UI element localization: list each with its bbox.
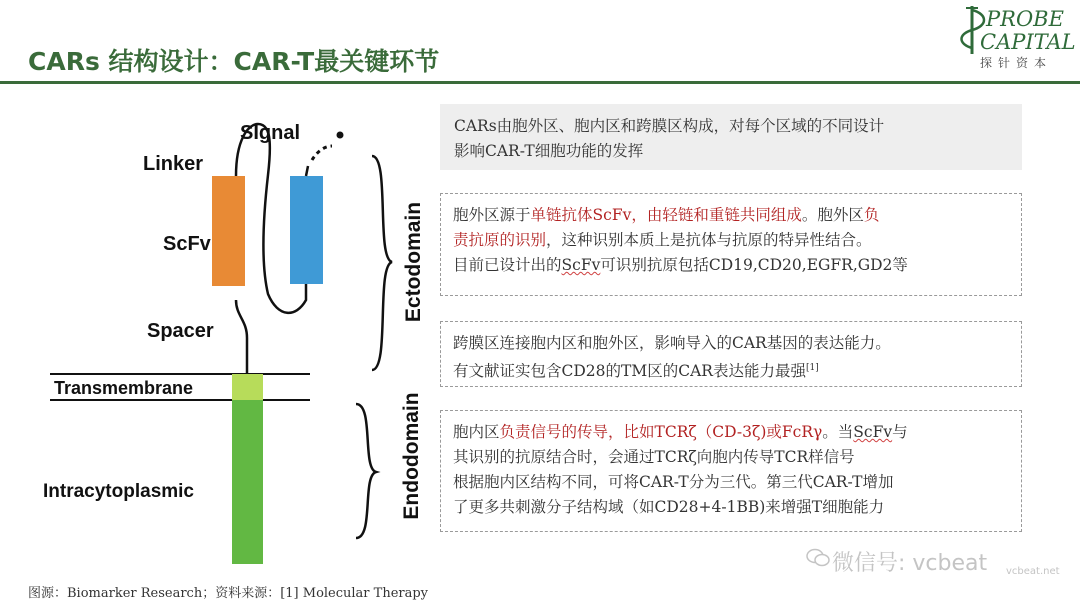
endo-text: 胞内区 <box>453 423 500 441</box>
ecto-spellcheck-word: ScFv <box>561 256 601 274</box>
endo-line-3: 根据胞内区结构不同，可将CAR-T分为三代。第三代CAR-T增加 <box>453 473 894 491</box>
page-title: CARs 结构设计：CAR-T最关键环节 <box>28 47 440 76</box>
tm-text: 有文献证实包含CD28的TM区的CAR表达能力最强 <box>453 362 806 381</box>
ecto-text: 胞外区源于 <box>453 206 531 224</box>
endodomain-brace <box>356 404 376 538</box>
tm-line-1: 跨膜区连接胞内区和胞外区，影响导入的CAR基因的表达能力。 <box>453 334 891 352</box>
logo-subtitle: 探针资本 <box>980 56 1053 70</box>
spacer-label: Spacer <box>147 320 214 342</box>
endo-line-4: 了更多共刺激分子结构域（如CD28+4-1BB)来增强T细胞能力 <box>453 498 885 516</box>
intracellular-domain-rect <box>232 400 263 564</box>
transmembrane-label: Transmembrane <box>54 378 194 398</box>
endo-highlight: 负责信号的传导，比如TCRζ（CD-3ζ)或FcRγ <box>499 423 823 441</box>
ecto-line-3 <box>453 253 1009 278</box>
probe-capital-logo <box>958 2 1076 76</box>
endodomain-label: Endodomain <box>400 392 423 520</box>
ecto-highlight: 单链抗体ScFv，由轻链和重链共同组成 <box>530 206 802 224</box>
ecto-line-2 <box>453 228 1009 253</box>
signal-connector <box>306 166 308 176</box>
ecto-highlight: 负 <box>863 206 880 224</box>
transmembrane-box <box>440 321 1022 387</box>
watermark-url: vcbeat.net <box>1006 566 1060 577</box>
logo-line2: CAPITAL <box>980 30 1076 54</box>
ecto-text: 目前已设计出的 <box>453 256 562 274</box>
ectodomain-brace <box>372 156 392 370</box>
transmembrane-domain-rect <box>232 374 263 400</box>
tm-line-2 <box>453 356 1009 384</box>
watermark-wechat: 微信号: vcbeat <box>832 551 988 576</box>
endo-line-1 <box>453 420 1009 445</box>
citation-superscript: [1] <box>805 363 819 373</box>
ectodomain-box <box>440 193 1022 296</box>
source-footer: 图源：Biomarker Research；资料来源：[1] Molecular Therapy <box>28 586 429 601</box>
intro-line-2: 影响CAR-T细胞功能的发挥 <box>454 142 644 160</box>
endo-line-2: 其识别的抗原结合时，会通过TCRζ向胞内传导TCR样信号 <box>453 448 855 466</box>
endo-spellcheck-word: ScFv <box>853 423 893 441</box>
endodomain-box <box>440 410 1022 532</box>
intracytoplasmic-label: Intracytoplasmic <box>43 481 194 502</box>
signal-peptide-dot <box>337 132 344 139</box>
ecto-highlight: 责抗原的识别 <box>453 231 547 249</box>
signal-label: SIgnal <box>240 122 301 144</box>
title-divider <box>0 81 1080 84</box>
signal-peptide-dashed <box>312 146 332 160</box>
logo-line1: PROBE <box>986 7 1064 31</box>
ecto-text: 。胞外区 <box>801 206 864 224</box>
spacer-hinge-path <box>236 300 247 374</box>
endo-text: 与 <box>892 423 908 441</box>
ectodomain-label: Ectodomain <box>402 201 425 323</box>
endo-text: 。当 <box>822 423 854 441</box>
ecto-text: ，这种识别本质上是抗体与抗原的特异性结合。 <box>546 231 872 249</box>
intro-box <box>440 104 1022 170</box>
scfv-label: ScFv <box>163 233 211 255</box>
vl-domain-rect <box>212 176 245 286</box>
ecto-line-1 <box>453 203 1009 228</box>
car-structure-diagram <box>0 90 430 570</box>
ecto-text: 可识别抗原包括CD19,CD20,EGFR,GD2等 <box>600 256 908 274</box>
intro-line-1: CARs由胞外区、胞内区和跨膜区构成，对每个区域的不同设计 <box>454 117 885 135</box>
linker-label: Linker <box>143 153 204 175</box>
vh-domain-rect <box>290 176 323 284</box>
wechat-icon <box>806 548 830 568</box>
